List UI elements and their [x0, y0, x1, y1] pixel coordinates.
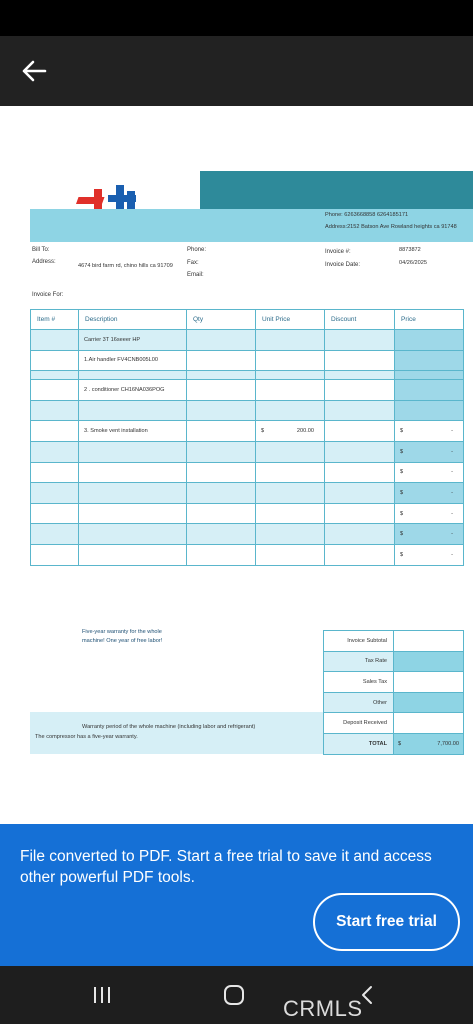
totals-label: Invoice Subtotal [324, 631, 394, 652]
totals-value [394, 672, 464, 693]
total-value: 7,700.00 [437, 740, 459, 747]
fax-label: Fax: [187, 260, 199, 266]
table-row [31, 330, 464, 351]
email-label: Email: [187, 272, 204, 278]
notes-line: Five-year warranty for the whole [82, 629, 162, 635]
pdf-preview[interactable] [0, 106, 473, 824]
column-header: Qty [187, 310, 256, 330]
price-value: - [451, 469, 453, 476]
watermark: CRMLS [283, 996, 363, 1021]
column-header: Price [395, 310, 464, 330]
bill-to-label: Bill To: [32, 247, 50, 253]
app-bar [0, 36, 473, 106]
totals-row [324, 713, 464, 734]
currency-symbol: $ [400, 551, 404, 558]
item-description [79, 400, 187, 421]
price-value: - [451, 531, 453, 538]
price-value: - [451, 448, 453, 455]
price-value: - [451, 551, 453, 558]
price-value: - [451, 489, 453, 496]
table-row [31, 350, 464, 371]
currency-symbol: $ [400, 428, 404, 435]
price-value: - [451, 510, 453, 517]
table-row [31, 421, 464, 442]
totals-value [394, 692, 464, 713]
totals-label: Tax Rate [324, 651, 394, 672]
currency-symbol: $ [400, 469, 404, 476]
table-row [31, 380, 464, 401]
column-header: Description [79, 310, 187, 330]
line-items-table [30, 309, 464, 566]
status-bar [0, 0, 473, 36]
home-button[interactable] [214, 980, 254, 1010]
table-header-row [31, 310, 464, 330]
item-description [79, 371, 187, 380]
arrow-left-icon [21, 59, 47, 83]
column-header: Unit Price [256, 310, 325, 330]
home-icon [223, 984, 245, 1006]
item-description: Carrier 3T 16seeer HP [79, 330, 187, 351]
banner-message: File converted to PDF. Start a free trial to save it and access other powerful PDF tools. [20, 848, 432, 886]
recents-icon [91, 985, 113, 1005]
item-description: 2 . conditioner CH16NA036POG [79, 380, 187, 401]
currency-symbol: $ [400, 510, 404, 517]
back-button[interactable] [16, 53, 52, 89]
unit-price-value: 200.00 [296, 428, 314, 435]
totals-value [394, 651, 464, 672]
address-value: 4674 bird farm rd, chino hills ca 91709 [78, 263, 173, 269]
currency-symbol: $ [398, 740, 402, 747]
address-label: Address: [32, 259, 56, 265]
warranty-title: Warranty period of the whole machine (including labor and refrigerant) [82, 724, 256, 730]
totals-row [324, 631, 464, 652]
table-row [31, 441, 464, 462]
company-contact [325, 211, 470, 235]
table-row [31, 524, 464, 545]
notes-line: machine! One year of free labor! [82, 638, 163, 644]
totals-table [323, 630, 464, 755]
totals-value [394, 713, 464, 734]
warranty-note [30, 712, 323, 754]
table-row [31, 400, 464, 421]
table-row [31, 544, 464, 565]
table-row [31, 371, 464, 380]
totals-row [324, 672, 464, 693]
item-description: 3. Smoke vent installation [79, 421, 187, 442]
totals-label: Sales Tax [324, 672, 394, 693]
column-header: Discount [325, 310, 395, 330]
table-row [31, 462, 464, 483]
invoice-date: 04/26/2025 [399, 260, 427, 266]
currency-symbol: $ [261, 428, 265, 435]
system-nav-bar [0, 966, 473, 1024]
invoice-document [30, 171, 473, 747]
currency-symbol: $ [400, 448, 404, 455]
invoice-notes [82, 628, 202, 646]
totals-label: Other [324, 692, 394, 713]
table-row [31, 503, 464, 524]
totals-label: Deposit Received [324, 713, 394, 734]
warranty-compressor: The compressor has a five-year warranty. [35, 734, 138, 740]
phone-label: Phone: [187, 247, 207, 253]
recents-button[interactable] [82, 980, 122, 1010]
invoice-number-label: Invoice #: [325, 249, 351, 255]
totals-value [394, 631, 464, 652]
invoice-for-label: Invoice For: [32, 292, 64, 298]
item-description: 1.Air handler FV4CNB005L00 [79, 350, 187, 371]
table-row [31, 483, 464, 504]
header-band [200, 171, 473, 209]
company-phone: Phone: 6263668858 6264185171 [325, 212, 409, 218]
start-free-trial-button[interactable]: Start free trial [313, 893, 460, 951]
totals-label: TOTAL [324, 733, 394, 754]
company-address: Address:2152 Batson Ave Rowland heights ca 91748 [325, 224, 457, 230]
upsell-banner [0, 824, 473, 966]
column-header: Item # [31, 310, 79, 330]
invoice-date-label: Invoice Date: [325, 262, 361, 268]
price-value: - [451, 428, 453, 435]
totals-row [324, 692, 464, 713]
currency-symbol: $ [400, 531, 404, 538]
invoice-number: 8873872 [399, 247, 421, 253]
currency-symbol: $ [400, 489, 404, 496]
totals-row [324, 651, 464, 672]
totals-row [324, 733, 464, 754]
